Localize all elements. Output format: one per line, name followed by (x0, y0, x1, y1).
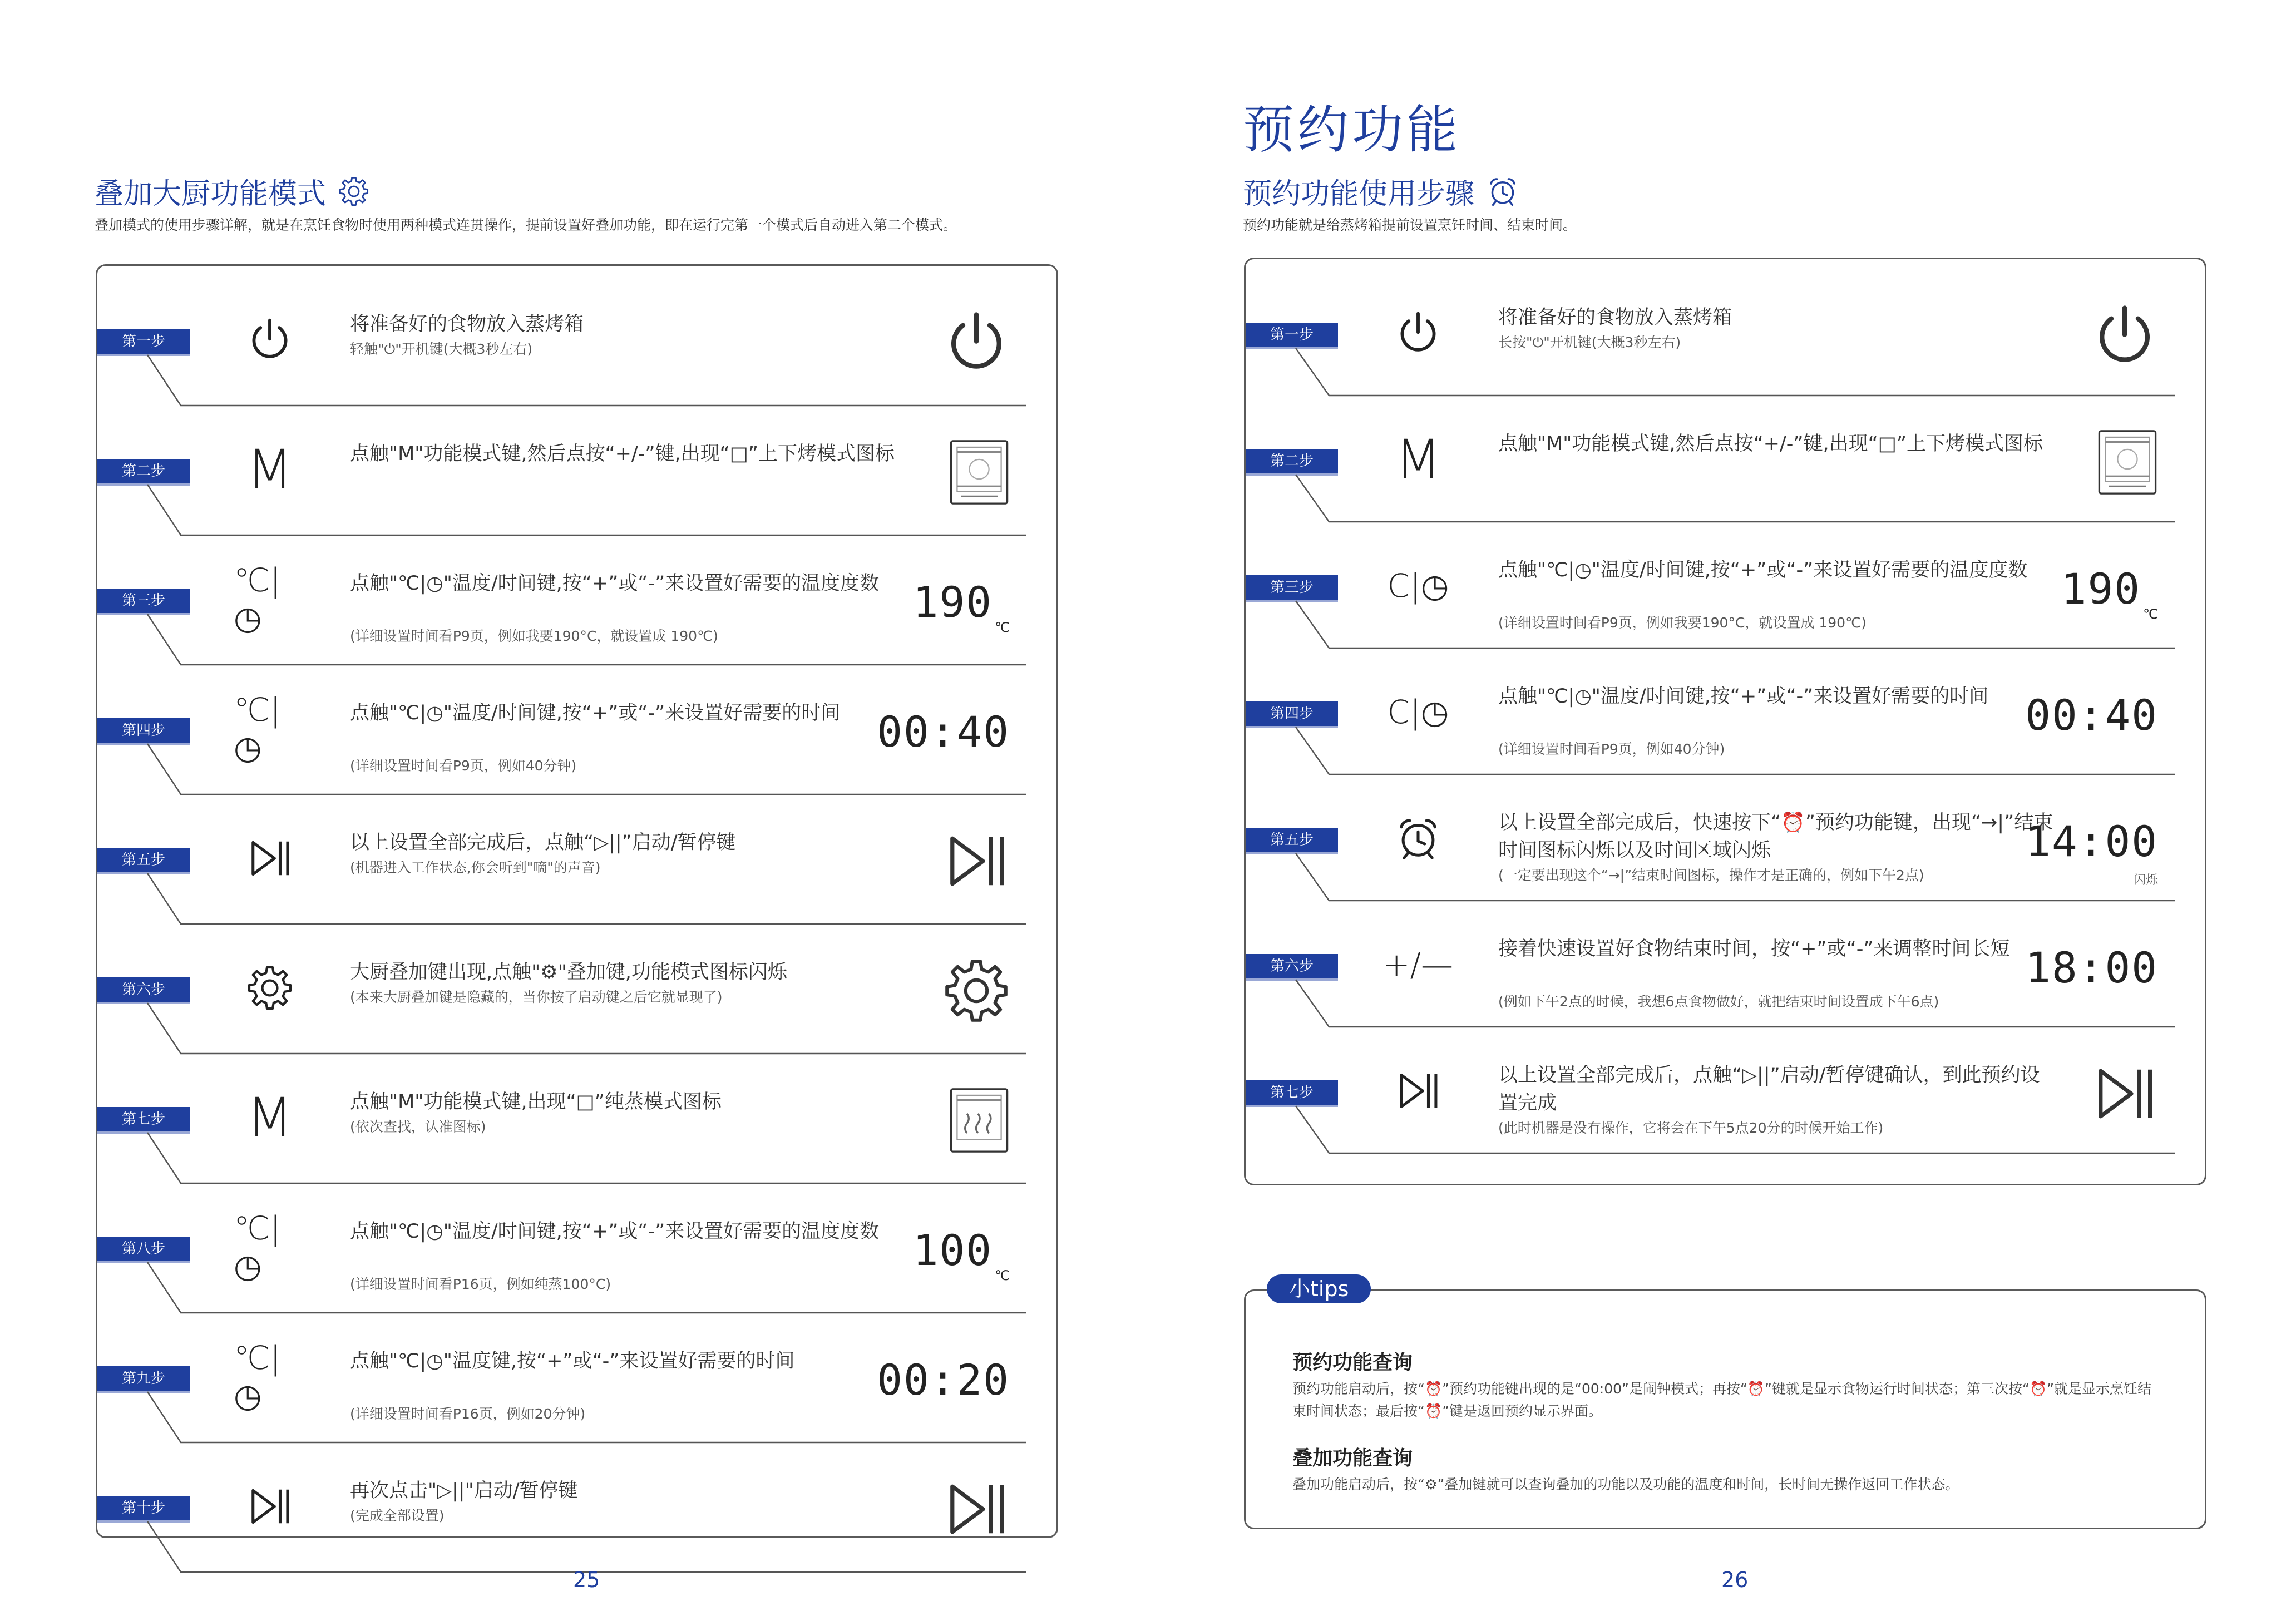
step-tag: 第一步 (1246, 323, 1338, 347)
display-oven-upper-lower-icon (2036, 423, 2158, 501)
temp-time-icon-glyph: ℃|◷ (234, 1339, 281, 1415)
step-note: (依次查找，认准图标) (350, 1119, 486, 1135)
power-icon (1382, 303, 1454, 364)
tips-body-2: 叠加功能启动后，按“⚙”叠加键就可以查询叠加的功能以及功能的温度和时间，长时间无操作返回工作状态。 (1292, 1476, 1959, 1492)
step-row (97, 947, 1056, 1077)
step-instruction: 点触"℃|◷"温度/时间键,按“+”或“-”来设置好需要的时间 (350, 702, 841, 724)
display-value: 190 (912, 577, 993, 627)
display-readout (2025, 802, 2158, 887)
temp-time-icon (234, 691, 306, 767)
step-row (1246, 545, 2205, 671)
display-value: 100 (912, 1225, 993, 1275)
display-readout (877, 693, 1010, 770)
alarm-clock-icon (1487, 175, 1519, 207)
step-row (97, 1336, 1056, 1466)
step-instruction: 点触"M"功能模式键,然后点按“+/-”键,出现“□”上下烤模式图标 (1498, 433, 2043, 455)
step-instruction: 大厨叠加键出现,点触"⚙"叠加键,功能模式图标闪烁 (350, 961, 787, 984)
left-section-description: 叠加模式的使用步骤详解，就是在烹饪食物时使用两种模式连贯操作，提前设置好叠加功能，即在运行完第一个模式后自动进入第二个模式。 (95, 217, 957, 233)
step-note: (详细设置时间看P16页，例如20分钟) (350, 1406, 586, 1422)
play-pause-icon (234, 1476, 306, 1537)
step-row (97, 429, 1056, 559)
step-instruction: 点触"℃|◷"温度/时间键,按“+”或“-”来设置好需要的温度度数 (350, 1220, 880, 1243)
tips-body-1: 预约功能启动后，按“⏰”预约功能键出现的是“00:00”是闹钟模式；再按“⏰”键就是显示食物运行时间状态；第三次按“⏰”就是显示烹饪结束时间状态；最后按“⏰”键是返回预约显示界面。 (1292, 1381, 2152, 1419)
temp-time-icon (234, 1209, 306, 1285)
right-page (1148, 0, 2296, 1621)
display-value: 00:40 (2025, 690, 2158, 740)
plus-minus-icon (1382, 934, 1454, 995)
step-instruction: 将准备好的食物放入蒸烤箱 (1498, 307, 1732, 329)
right-page-title: 预约功能 (1243, 100, 1461, 160)
step-row (97, 1077, 1056, 1207)
tips-title-1: 预约功能查询 (1292, 1351, 1413, 1374)
display-note: 闪烁 (2133, 873, 2158, 887)
step-tag: 第二步 (97, 459, 190, 483)
temp-time-icon (234, 561, 306, 637)
step-tag: 第九步 (97, 1366, 190, 1391)
step-tag: 第五步 (1246, 828, 1338, 852)
display-unit: ℃ (995, 620, 1010, 635)
gear-icon (338, 176, 369, 207)
plus-minus-icon-glyph: +/— (1382, 946, 1454, 984)
power-icon (234, 309, 306, 370)
step-instruction: 点触"℃|◷"温度/时间键,按“+”或“-”来设置好需要的时间 (1498, 685, 1989, 708)
display-readout (887, 1211, 1010, 1289)
step-tag: 第六步 (1246, 954, 1338, 978)
step-tag: 第三步 (97, 589, 190, 613)
temp-time-icon-glyph: C|◷ (1387, 567, 1449, 605)
display-value: 18:00 (2025, 942, 2158, 992)
display-unit: ℃ (995, 1268, 1010, 1283)
display-power-icon (887, 304, 1010, 382)
step-row (97, 818, 1056, 947)
step-row (1246, 293, 2205, 419)
step-note: (完成全部设置) (350, 1508, 445, 1524)
step-note: (例如下午2点的时候，我想6点食物做好，就把结束时间设置成下午6点) (1498, 994, 1939, 1010)
m-icon (234, 1087, 306, 1148)
temp-time-icon-glyph: ℃|◷ (234, 1209, 281, 1285)
display-readout (2025, 928, 2158, 1006)
left-section-title: 叠加大厨功能模式 (95, 170, 369, 212)
tips-panel (1244, 1277, 2206, 1529)
play-pause-icon (234, 828, 306, 889)
gear-icon (234, 957, 306, 1019)
step-instruction: 将准备好的食物放入蒸烤箱 (350, 313, 584, 335)
step-note: (详细设置时间看P9页，例如40分钟) (1498, 741, 1725, 757)
display-steam-icon (887, 1081, 1010, 1159)
step-tag: 第七步 (1246, 1080, 1338, 1105)
step-instruction: 点触"℃|◷"温度/时间键,按“+”或“-”来设置好需要的温度度数 (350, 572, 880, 595)
display-readout (2025, 676, 2158, 754)
m-icon (1382, 429, 1454, 490)
step-tag: 第十步 (97, 1496, 190, 1520)
step-instruction: 点触"℃|◷"温度/时间键,按“+”或“-”来设置好需要的温度度数 (1498, 559, 2028, 581)
step-tag: 第四步 (97, 718, 190, 743)
step-row (1246, 671, 2205, 798)
step-tag: 第五步 (97, 848, 190, 872)
step-tag: 第八步 (97, 1237, 190, 1261)
step-instruction: 以上设置全部完成后，点触“▷||”启动/暂停键确认，到此预约设置完成 (1498, 1064, 2040, 1114)
m-icon-glyph: M (246, 438, 293, 501)
step-tag: 第六步 (97, 977, 190, 1002)
m-icon-glyph: M (1395, 428, 1441, 491)
step-tag: 第四步 (1246, 701, 1338, 726)
step-tag: 第三步 (1246, 575, 1338, 600)
step-note: (详细设置时间看P9页，例如我要190°C，就设置成 190℃) (1498, 615, 1867, 631)
right-section-description: 预约功能就是给蒸烤箱提前设置烹饪时间、结束时间。 (1243, 217, 1577, 233)
step-row (97, 688, 1056, 818)
step-note: (本来大厨叠加键是隐藏的，当你按了启动键之后它就显现了) (350, 989, 723, 1005)
step-row (1246, 798, 2205, 924)
m-icon (234, 439, 306, 500)
temp-time-icon-glyph: ℃|◷ (234, 561, 281, 637)
play-pause-icon (1382, 1060, 1454, 1121)
step-instruction: 以上设置全部完成后，点触“▷||”启动/暂停键 (350, 832, 736, 854)
temp-time-icon (1382, 681, 1454, 743)
step-note: (机器进入工作状态,你会听到"嘀"的声音) (350, 859, 601, 876)
left-steps-panel (96, 264, 1058, 1538)
step-row (1246, 1050, 2205, 1177)
display-play-pause-icon (887, 1470, 1010, 1548)
tips-title-2: 叠加功能查询 (1292, 1447, 1413, 1470)
step-note: (详细设置时间看P16页，例如纯蒸100°C) (350, 1276, 611, 1292)
step-row (97, 1207, 1056, 1336)
step-row (1246, 924, 2205, 1050)
right-section-title: 预约功能使用步骤 (1243, 170, 1519, 212)
step-instruction: 点触"M"功能模式键,出现“□”纯蒸模式图标 (350, 1091, 722, 1113)
step-row (1246, 419, 2205, 545)
alarm-clock-icon (1382, 808, 1454, 869)
step-note: 长按"⏻"开机键(大概3秒左右) (1498, 334, 1681, 350)
display-value: 00:40 (877, 706, 1010, 757)
step-instruction: 以上设置全部完成后，快速按下“⏰”预约功能键，出现“→|”结束时间图标闪烁以及时间区域闪烁 (1498, 812, 2053, 862)
temp-time-icon-glyph: ℃|◷ (234, 691, 281, 767)
step-instruction: 再次点击"▷||"启动/暂停键 (350, 1480, 578, 1502)
display-power-icon (2036, 297, 2158, 375)
display-play-pause-icon (2036, 1055, 2158, 1133)
display-value: 14:00 (2025, 816, 2158, 866)
tips-label: 小tips (1267, 1274, 1371, 1303)
display-gear-icon (887, 952, 1010, 1030)
step-note: (详细设置时间看P9页，例如40分钟) (350, 758, 577, 774)
display-play-pause-icon (887, 822, 1010, 900)
display-unit: ℃ (2143, 606, 2158, 622)
display-oven-upper-lower-icon (887, 433, 1010, 511)
step-tag: 第一步 (97, 329, 190, 354)
right-steps-panel (1244, 258, 2206, 1185)
step-tag: 第二步 (1246, 449, 1338, 473)
display-value: 00:20 (877, 1355, 1010, 1405)
temp-time-icon (1382, 555, 1454, 616)
step-instruction: 接着快速设置好食物结束时间，按“+”或“-”来调整时间长短 (1498, 938, 2010, 960)
temp-time-icon-glyph: C|◷ (1387, 693, 1449, 731)
step-instruction: 点触"℃|◷"温度键,按“+”或“-”来设置好需要的时间 (350, 1350, 795, 1372)
step-row (97, 559, 1056, 688)
step-note: 轻触"⏻"开机键(大概3秒左右) (350, 341, 533, 357)
step-note: (详细设置时间看P9页，例如我要190°C，就设置成 190℃) (350, 628, 718, 644)
right-page-number: 26 (1721, 1568, 1749, 1592)
display-readout (2036, 550, 2158, 627)
step-note: (一定要出现这个“→|”结束时间图标，操作才是正确的，例如下午2点) (1498, 867, 1924, 883)
display-readout (877, 1341, 1010, 1419)
step-note: (此时机器是没有操作，它将会在下午5点20分的时候开始工作) (1498, 1120, 1884, 1136)
m-icon-glyph: M (246, 1086, 293, 1149)
temp-time-icon (234, 1339, 306, 1415)
display-readout (887, 563, 1010, 641)
display-value: 190 (2061, 564, 2141, 614)
step-tag: 第七步 (97, 1107, 190, 1131)
left-page-number: 25 (573, 1568, 600, 1592)
step-instruction: 点触"M"功能模式键,然后点按“+/-”键,出现“□”上下烤模式图标 (350, 443, 895, 465)
step-row (97, 299, 1056, 429)
